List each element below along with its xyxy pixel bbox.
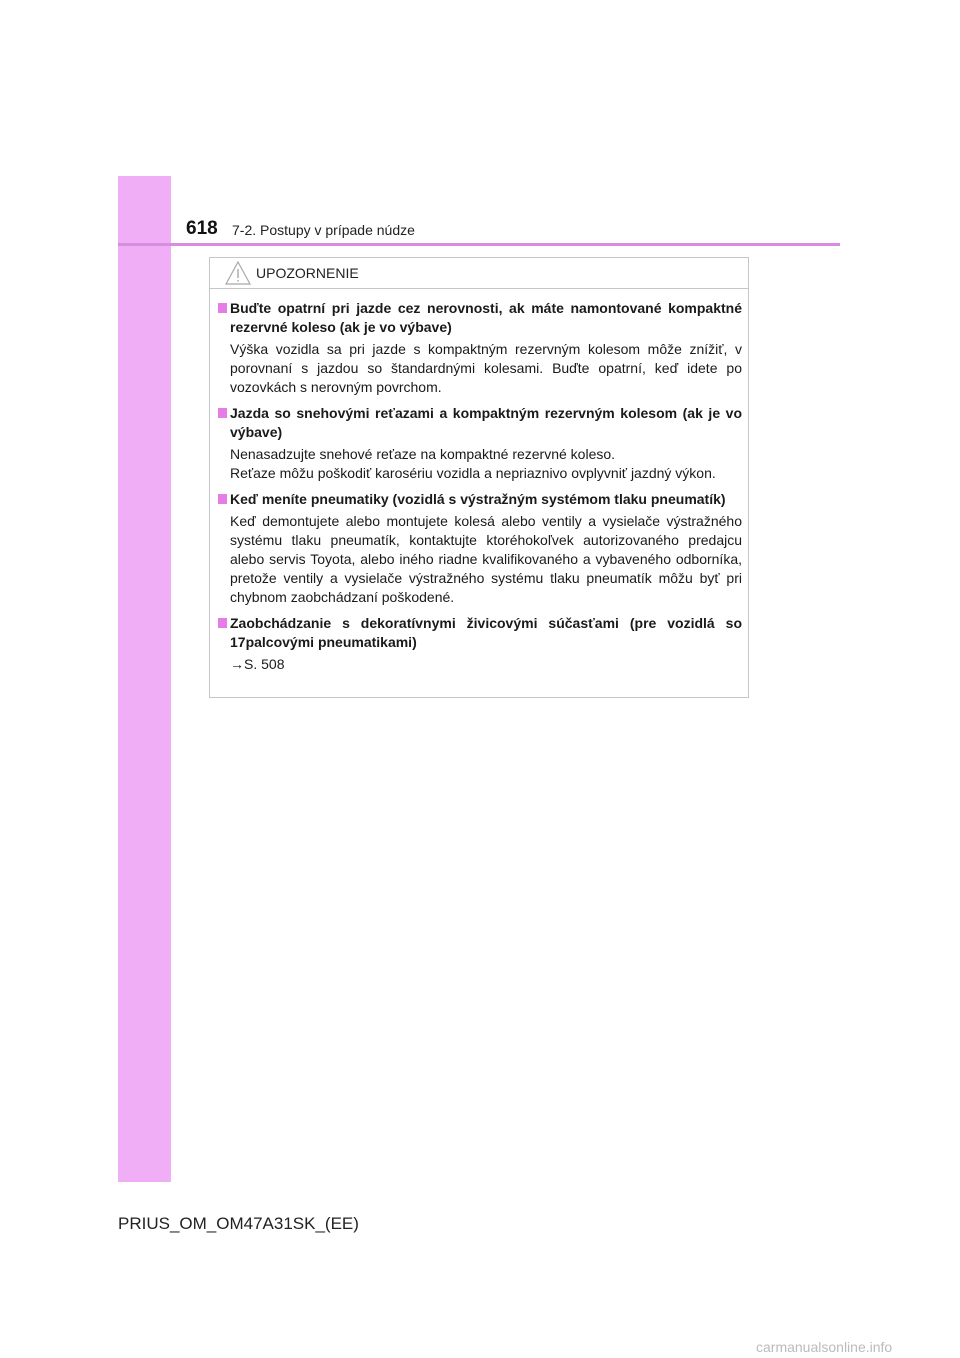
item-paragraph: Reťaze môžu poškodiť karosériu vozidla a nepriaznivo ovplyvniť jazdný výkon. [230,465,716,481]
item-body [218,512,742,607]
item-heading-text: Jazda so snehovými reťazami a kompaktným rezervným kolesom (ak je vo výbave) [230,405,742,440]
item-heading [218,299,742,337]
chapter-title: 7-2. Postupy v prípade núdze [232,222,415,238]
item-heading [218,490,742,509]
warning-label: UPOZORNENIE [256,265,359,281]
square-bullet-icon [218,303,227,313]
side-tab-band [118,176,171,1182]
warning-item [218,614,742,674]
warning-item [218,490,742,607]
document-code: PRIUS_OM_OM47A31SK_(EE) [118,1214,359,1233]
item-heading-text: Zaobchádzanie s dekoratívnymi živicovými súčasťami (pre vozidlá so 17palcovými pneumatikami) [230,615,742,650]
page-number: 618 [186,218,218,239]
item-paragraph: Keď demontujete alebo montujete kolesá alebo ventily a vysielače výstražného systému tlaku pneumatík, kontaktujte ktoréhokoľvek autorizovaného predajcu alebo servis Toyota, alebo iného riadne kvalifikovaného a vybaveného odborníka, pretože ventily a vysielače výstražného systému tlaku pneumatík môžu byť pri chybnom zaobchádzaní poškodené. [230,513,742,605]
watermark: carmanualsonline.info [756,1339,893,1355]
item-heading-text: Buďte opatrní pri jazde cez nerovnosti, ak máte namontované kompaktné rezervné koleso (ak je vo výbave) [230,300,742,335]
item-heading [218,614,742,652]
warning-box [209,257,749,698]
square-bullet-icon [218,408,227,418]
header-rule [118,243,840,246]
item-paragraph: Výška vozidla sa pri jazde s kompaktným rezervným kolesom môže znížiť, v porovnaní s jazdou so štandardnými kolesami. Buďte opatrní, keď idete po vozovkách s nerovným povrchom. [230,341,742,395]
page-reference-link[interactable]: →S. 508 [230,656,285,672]
square-bullet-icon [218,494,227,504]
item-paragraph: Nenasadzujte snehové reťaze na kompaktné rezervné koleso. [230,446,616,462]
warning-content [218,299,742,681]
warning-triangle-icon [225,261,251,285]
warning-item [218,299,742,397]
warning-header [210,258,748,289]
square-bullet-icon [218,618,227,628]
item-body [218,340,742,397]
item-heading-text: Keď meníte pneumatiky (vozidlá s výstražným systémom tlaku pneumatík) [230,491,726,507]
item-heading [218,404,742,442]
warning-item [218,404,742,483]
item-body [218,655,742,674]
item-body [218,445,742,483]
